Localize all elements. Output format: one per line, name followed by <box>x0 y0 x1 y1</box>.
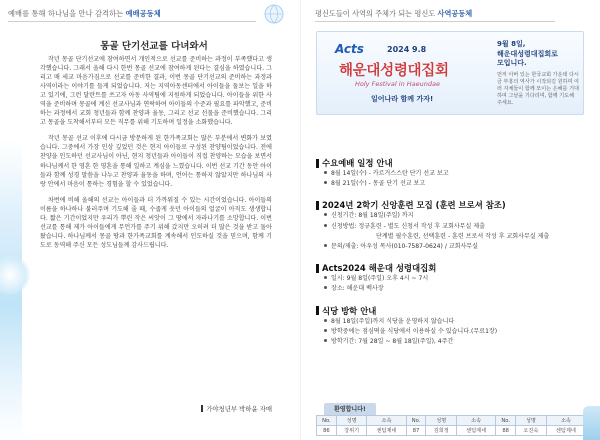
announcement-item <box>324 211 586 221</box>
announcement-item <box>324 179 586 189</box>
banner-date-line: 모입니다. <box>497 59 527 67</box>
item-text: 일시: 9월 8일(주일) 오후 4시 ~ 7시 <box>331 275 429 283</box>
announcement-item <box>324 274 586 284</box>
section-title <box>316 262 586 274</box>
article-paragraph: 작년 몽골 단기선교에 참여하면서 개인적으로 선교를 준비하는 과정이 부족했다고 생각했습니다. 그래서 올해 다시 한번 몽골 선교에 참여하게 된다는 결심을 하였습니다. 그리고 매 세교 마음가짐으로 선교를 준비한 결과, 이번 몽골 단기선교의 준비하는 과정과 사역이라는 이야기를 들게 되었습니다. 저는 지역아동센터에서 아이들을 돌보는 일을 하고 있기에, 그런 달란트를 쓰고자 아동 사역팀에 지원하게 되었습니다. 아이들을 위한 사역을 준비하며 몽골에 계신 선교사님과 연락하여 아이들의 수준과 필요를 파악했고, 준비하는 과정에서 교회 청년들과 함께 찬양과 율동, 그리고 선교 선물을 준비했습니다. 그리고 몽골을 도착해서부터 모든 직무를 위해 기도하며 일정을 소화했습니다. <box>40 56 272 127</box>
section-title <box>316 157 586 169</box>
banner-slogan: 일어나라 함께 가자! <box>371 95 434 103</box>
item-text: 8월 14일(수) - 카르거스스탄 단기 선교 보고 <box>331 170 449 177</box>
left-header-prefix: 예배를 통해 하나님을 만나 감격하는 <box>8 9 124 18</box>
bullet-icon <box>324 171 327 174</box>
column-header: 성명 <box>426 416 457 426</box>
section-marker <box>316 201 319 210</box>
announcement-section <box>316 305 586 348</box>
left-header <box>8 9 161 19</box>
column-header: No. <box>496 416 516 426</box>
announcement-item <box>324 327 586 337</box>
header-divider <box>315 21 555 22</box>
item-text: 8월 21일(수) - 몽골 단기 선교 보고 <box>331 180 426 188</box>
column-header: 성명 <box>336 416 367 426</box>
side-glow <box>0 255 30 295</box>
bullet-icon <box>324 244 327 247</box>
globe-icon <box>262 2 286 26</box>
bullet-icon <box>324 339 327 342</box>
item-text: 문의/제출: 아우성 목사(010-7587-0624) / 교회사무실 <box>331 243 478 251</box>
banner-date-box <box>497 40 579 107</box>
column-header: No. <box>317 416 337 426</box>
banner-note: 먼저 아버 있는 한국교회 가운데 다시금 부흥의 역사가 시작되길 원하며 여러 지체들이 함께 모이는 은혜를 기대하며 그날을 기다리며, 함께 기도해 주세요. <box>497 71 579 106</box>
banner-year: 2024 9.8 <box>387 45 427 54</box>
section-marker <box>316 264 319 273</box>
left-header-accent: 예배공동체 <box>125 9 161 18</box>
event-banner[interactable] <box>316 31 584 115</box>
article-title: 몽골 단기선교를 다녀와서 <box>100 41 208 52</box>
article-paragraph: 차번에 비해 올해의 선교는 아이들과 더 가까워질 수 있는 시간이었습니다. 아이들의 이름을 하나하나 불러주며 기도해 줄 때, 수줍게 웃던 아이들의 얼굴이 아직도 생생합니다. 짧은 기간이었지만 우리가 뿌린 작은 씨앗이 그 땅에서 자라나기를 소망합니다. 이번 선교를 통해 제가 아이들에게 무언가를 주기 위해 갔지만 오히려 더 많은 것을 받고 돌아왔습니다. 하나님께서 몽골 땅과 한가족교회를 계속해서 인도하실 것을 믿으며, 함께 기도로 동역해 주신 모든 성도님들께 감사드립니다. <box>40 196 272 249</box>
announcement-subitem <box>376 232 586 242</box>
section-title-text: 식당 방학 안내 <box>322 305 377 316</box>
column-header: No. <box>406 416 426 426</box>
announcement-section <box>316 157 586 189</box>
announcement-item <box>324 317 586 327</box>
corner-decoration <box>583 406 600 440</box>
item-text: 8월 18일(주일)까지 식당을 운영하지 않습니다 <box>331 317 455 325</box>
announcement-section <box>316 199 586 252</box>
item-text: 신청기간: 8월 18일(주일) 까지 <box>331 212 414 220</box>
column-header: 소속 <box>457 416 496 426</box>
announcement-item <box>324 169 586 179</box>
announcement-item <box>324 284 586 294</box>
section-title <box>316 305 586 317</box>
banner-acts-logo: Acts <box>335 42 364 56</box>
banner-date-line: 9월 8일, <box>497 40 526 48</box>
right-header-accent: 사역공동체 <box>437 9 473 18</box>
column-header: 성명 <box>516 416 547 426</box>
item-text: 장소: 해운대 백사장 <box>331 285 384 293</box>
welcome-box <box>316 396 586 436</box>
table-cell: 센텀제네 <box>457 426 496 436</box>
bullet-icon <box>324 181 327 184</box>
announcement-item <box>324 242 586 252</box>
announcements <box>316 157 586 357</box>
item-text: 방학기간: 7월 28일 ~ 8월 18일(주일), 4주간 <box>331 338 454 346</box>
section-title-text: Acts2024 해운대 성령대집회 <box>322 263 437 274</box>
item-text: 방학중에는 점심떡을 식당에서 이용하실 수 있습니다.(무료1장) <box>331 327 498 335</box>
section-title-text: 2024년 2학기 신앙훈련 모집 (훈련 브로셔 참조) <box>322 200 506 211</box>
bullet-icon <box>324 276 327 279</box>
banner-date-line: 해운대성령대집회로 <box>497 49 558 58</box>
column-header: 소속 <box>367 416 406 426</box>
table-cell: 86 <box>317 426 337 436</box>
table-cell: 김희정 <box>426 426 457 436</box>
banner-poster <box>321 35 493 113</box>
article-body <box>40 55 272 257</box>
bullet-icon <box>324 319 327 322</box>
item-text: 단계별 필수훈련, 선택훈련 - 훈련 브로셔 작성 후 교회사무실 제출 <box>376 232 550 240</box>
table-row <box>317 426 586 436</box>
table-header-row <box>317 416 586 426</box>
section-marker <box>316 159 319 168</box>
announcement-item <box>324 222 586 232</box>
bullet-icon <box>324 224 327 227</box>
bullet-icon <box>324 213 327 216</box>
bullet-icon <box>324 286 327 289</box>
welcome-tag: 환영합니다! <box>324 403 376 415</box>
announcement-section <box>316 262 586 294</box>
right-header-prefix: 평신도들이 사역의 주체가 되는 평신도 <box>315 9 436 18</box>
banner-title: 해운대성령대집회 <box>339 63 449 79</box>
section-title-text: 수요예배 일정 안내 <box>322 158 393 168</box>
table-cell: 센텀제네 <box>367 426 406 436</box>
item-text: 신청방법: 정규훈련 - 별도 신청서 작성 후 교회사무실 제출 <box>331 222 485 230</box>
header-divider <box>8 21 256 22</box>
table-cell: 센텀제네 <box>546 426 585 436</box>
section-marker <box>316 306 319 315</box>
bullet-icon <box>324 329 327 332</box>
announcement-item <box>324 337 586 347</box>
table-cell: 강위기 <box>336 426 367 436</box>
right-page <box>300 0 600 440</box>
table-cell: 88 <box>496 426 516 436</box>
section-title <box>316 199 586 211</box>
table-cell: 87 <box>406 426 426 436</box>
column-header: 소속 <box>546 416 585 426</box>
article-author: 가야청년부 박하윤 자매 <box>40 404 272 413</box>
article-paragraph: 작년 몽골 선교 이후에 다시금 방문하게 된 한가족교회는 많은 부분에서 변화가 보였습니다. 그중에서 가장 인상 깊었던 것은 현지 아이들로 구성된 찬양팀이었습니다. 전에 찬양을 인도하던 선교사님이 아닌, 현지 청년들과 아이들이 직접 찬양하는 모습을 보면서 하나님께서 한 영혼 한 영혼을 통해 일하고 계심을 느꼈습니다. 이번 선교 기간 동안 아이들과 함께 성경 말씀을 나누고 찬양과 율동을 하며, 언어는 통하지 않았지만 하나님의 사랑 안에서 마음이 통하는 경험을 할 수 있었습니다. <box>40 135 272 188</box>
welcome-table <box>316 415 586 436</box>
banner-subtitle: Holy Festival in Haeundae <box>355 80 440 88</box>
right-header <box>315 9 472 19</box>
table-cell: 오진숙 <box>516 426 547 436</box>
